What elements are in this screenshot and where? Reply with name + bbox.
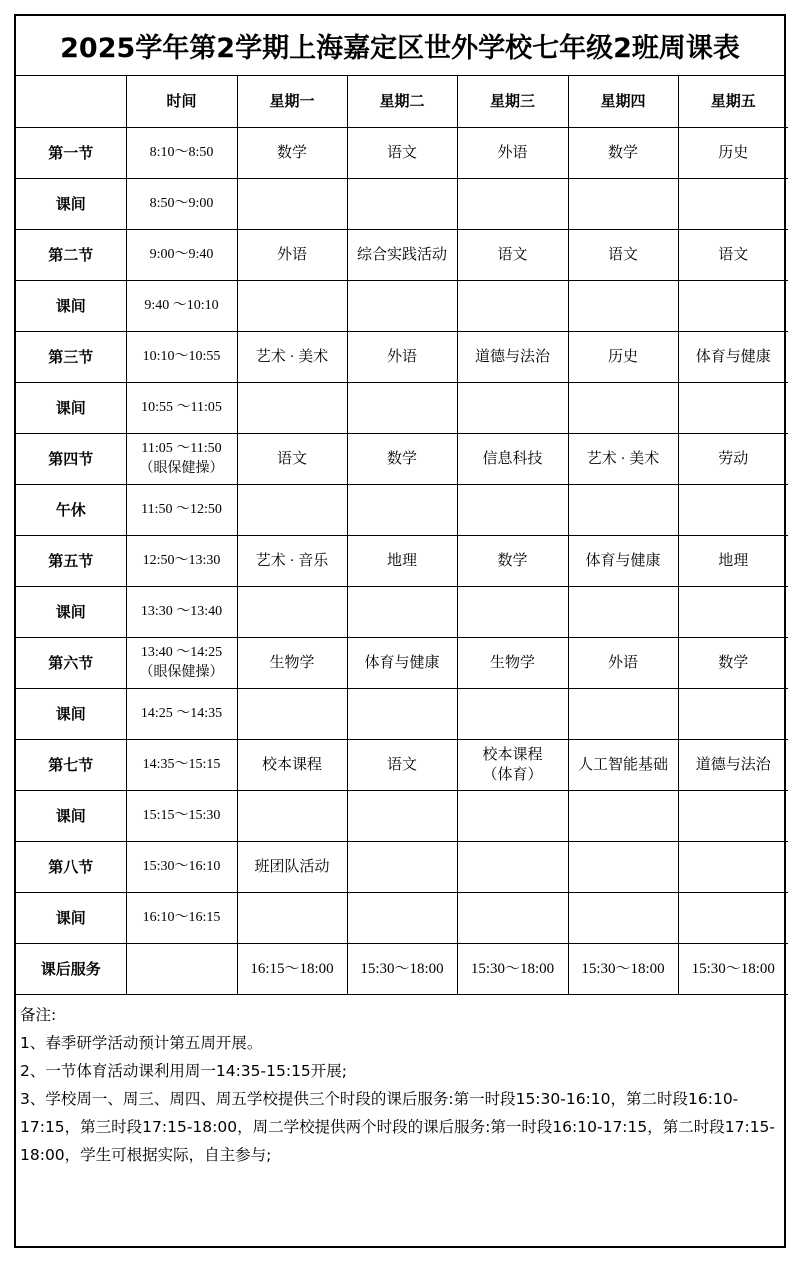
period-label: 课后服务 (16, 943, 126, 994)
period-label: 课间 (16, 280, 126, 331)
subject-cell (568, 280, 678, 331)
period-time (126, 637, 237, 688)
note-item: 3、学校周一、周三、周四、周五学校提供三个时段的课后服务:第一时段15:30-16:10，第二时段16:10-17:15，第三时段17:15-18:00，周二学校提供两个时段的课后服务:第一时段16:10-17:15，第二时段17:15-18:00，学生可根据实际，自主参与; (20, 1089, 776, 1164)
subject-cell (457, 586, 568, 637)
period-time (126, 331, 237, 382)
subject-cell (568, 484, 678, 535)
subject-cell: 外语 (568, 637, 678, 688)
period-label: 课间 (16, 586, 126, 637)
time-note: （眼保健操） (139, 664, 224, 680)
subject-cell (237, 688, 347, 739)
period-label: 第一节 (16, 127, 126, 178)
subject-cell: 数学 (237, 127, 347, 178)
subject-cell: 地理 (347, 535, 457, 586)
subject-cell: 历史 (678, 127, 788, 178)
period-time (126, 688, 237, 739)
table-row (16, 586, 788, 637)
period-time (126, 841, 237, 892)
subject-cell: 体育与健康 (678, 331, 788, 382)
period-label: 午休 (16, 484, 126, 535)
table-row (16, 229, 788, 280)
period-time (126, 127, 237, 178)
subject-cell: 语文 (678, 229, 788, 280)
subject-cell (237, 178, 347, 229)
time-range: 13:40 ～14:25 (140, 644, 223, 660)
note-item: 1、春季研学活动预计第五周开展。 (20, 1033, 263, 1052)
subject-cell (347, 892, 457, 943)
period-label: 第七节 (16, 739, 126, 790)
table-row (16, 841, 788, 892)
subject-line: （体育） (482, 766, 543, 783)
period-time (126, 790, 237, 841)
time-range: 13:30 ～13:40 (140, 603, 223, 619)
subject-cell (347, 382, 457, 433)
time-range: 10:55 ～11:05 (141, 399, 222, 415)
table-row (16, 892, 788, 943)
subject-cell (347, 280, 457, 331)
subject-cell (347, 484, 457, 535)
subject-cell: 语文 (457, 229, 568, 280)
subject-cell (237, 586, 347, 637)
table-row (16, 433, 788, 484)
period-time (126, 892, 237, 943)
subject-cell (457, 178, 568, 229)
subject-cell: 艺术 · 美术 (237, 331, 347, 382)
subject-line: 校本课程 (482, 746, 543, 763)
subject-cell: 劳动 (678, 433, 788, 484)
period-label: 第八节 (16, 841, 126, 892)
subject-cell (678, 484, 788, 535)
subject-cell (457, 688, 568, 739)
period-time (126, 229, 237, 280)
subject-cell (568, 892, 678, 943)
subject-cell: 历史 (568, 331, 678, 382)
period-time (126, 943, 237, 994)
subject-cell: 数学 (568, 127, 678, 178)
subject-cell (678, 688, 788, 739)
period-label: 课间 (16, 178, 126, 229)
time-range: 8:10～8:50 (149, 144, 214, 160)
table-row (16, 943, 788, 994)
note-item: 2、一节体育活动课利用周一14:35-15:15开展; (20, 1061, 348, 1080)
subject-cell (347, 688, 457, 739)
subject-cell (347, 586, 457, 637)
time-range: 11:50 ～12:50 (141, 501, 222, 517)
subject-cell: 语文 (237, 433, 347, 484)
subject-cell (347, 178, 457, 229)
subject-cell (678, 382, 788, 433)
table-row (16, 484, 788, 535)
subject-cell (568, 382, 678, 433)
subject-cell: 15:30～18:00 (457, 943, 568, 994)
subject-cell: 语文 (347, 127, 457, 178)
subject-cell (457, 382, 568, 433)
period-label: 第四节 (16, 433, 126, 484)
subject-cell: 语文 (568, 229, 678, 280)
table-row (16, 382, 788, 433)
header-corner (16, 76, 126, 127)
header-row (16, 76, 788, 127)
table-row (16, 535, 788, 586)
time-range: 9:40 ～10:10 (144, 297, 219, 313)
period-label: 课间 (16, 892, 126, 943)
time-range: 10:10～10:55 (142, 348, 221, 364)
header-time: 时间 (126, 76, 237, 127)
subject-cell (678, 178, 788, 229)
period-time (126, 382, 237, 433)
time-range: 8:50～9:00 (149, 195, 214, 211)
header-day: 星期四 (568, 76, 678, 127)
subject-cell: 道德与法治 (678, 739, 788, 790)
subject-cell (568, 841, 678, 892)
subject-cell (678, 790, 788, 841)
subject-cell (457, 790, 568, 841)
time-note: （眼保健操） (139, 460, 224, 476)
time-range: 14:25 ～14:35 (140, 705, 223, 721)
period-time (126, 178, 237, 229)
time-range: 14:35～15:15 (142, 756, 221, 772)
subject-cell: 15:30～18:00 (678, 943, 788, 994)
subject-cell: 生物学 (237, 637, 347, 688)
subject-cell: 生物学 (457, 637, 568, 688)
table-row (16, 280, 788, 331)
subject-cell (347, 841, 457, 892)
subject-cell: 外语 (457, 127, 568, 178)
period-time (126, 484, 237, 535)
timetable-sheet (14, 14, 786, 1248)
subject-cell (678, 841, 788, 892)
header-day: 星期二 (347, 76, 457, 127)
period-time (126, 586, 237, 637)
subject-cell: 语文 (347, 739, 457, 790)
subject-cell: 外语 (237, 229, 347, 280)
table-row (16, 688, 788, 739)
table-row (16, 739, 788, 790)
subject-cell: 数学 (678, 637, 788, 688)
notes-heading: 备注: (20, 1005, 57, 1024)
subject-cell (237, 790, 347, 841)
header-day: 星期五 (678, 76, 788, 127)
time-range: 11:05 ～11:50 (141, 440, 222, 456)
time-range: 12:50～13:30 (142, 552, 221, 568)
subject-cell: 校本课程 (237, 739, 347, 790)
subject-cell: 班团队活动 (237, 841, 347, 892)
subject-cell (237, 484, 347, 535)
time-range: 16:10～16:15 (142, 909, 221, 925)
period-label: 课间 (16, 790, 126, 841)
subject-cell (457, 739, 568, 790)
subject-cell: 地理 (678, 535, 788, 586)
subject-cell: 数学 (457, 535, 568, 586)
subject-cell (237, 892, 347, 943)
subject-cell (678, 586, 788, 637)
subject-cell (568, 586, 678, 637)
subject-cell (568, 178, 678, 229)
period-label: 第三节 (16, 331, 126, 382)
subject-cell: 人工智能基础 (568, 739, 678, 790)
subject-cell (457, 892, 568, 943)
time-range: 15:30～16:10 (142, 858, 221, 874)
header-day: 星期一 (237, 76, 347, 127)
subject-cell (237, 382, 347, 433)
subject-cell: 16:15～18:00 (237, 943, 347, 994)
subject-cell (457, 841, 568, 892)
subject-cell: 数学 (347, 433, 457, 484)
table-row (16, 637, 788, 688)
table-row (16, 790, 788, 841)
subject-cell (237, 280, 347, 331)
subject-cell: 外语 (347, 331, 457, 382)
subject-cell: 体育与健康 (568, 535, 678, 586)
header-day: 星期三 (457, 76, 568, 127)
period-label: 第五节 (16, 535, 126, 586)
subject-cell: 信息科技 (457, 433, 568, 484)
subject-cell: 综合实践活动 (347, 229, 457, 280)
period-time (126, 433, 237, 484)
period-time (126, 739, 237, 790)
timetable (16, 76, 788, 995)
table-row (16, 127, 788, 178)
period-time (126, 280, 237, 331)
subject-cell: 艺术 · 美术 (568, 433, 678, 484)
period-label: 课间 (16, 688, 126, 739)
subject-cell (347, 790, 457, 841)
time-range: 9:00～9:40 (149, 246, 214, 262)
notes-section (16, 995, 784, 1169)
subject-cell (678, 892, 788, 943)
table-row (16, 178, 788, 229)
subject-cell (568, 790, 678, 841)
page-title: 2025学年第2学期上海嘉定区世外学校七年级2班周课表 (16, 16, 784, 76)
subject-cell: 15:30～18:00 (347, 943, 457, 994)
period-time (126, 535, 237, 586)
subject-cell (457, 280, 568, 331)
subject-cell (457, 484, 568, 535)
period-label: 课间 (16, 382, 126, 433)
subject-cell: 道德与法治 (457, 331, 568, 382)
time-range: 15:15～15:30 (142, 807, 221, 823)
table-row (16, 331, 788, 382)
subject-cell: 体育与健康 (347, 637, 457, 688)
subject-cell: 艺术 · 音乐 (237, 535, 347, 586)
subject-cell: 15:30～18:00 (568, 943, 678, 994)
subject-cell (568, 688, 678, 739)
period-label: 第六节 (16, 637, 126, 688)
period-label: 第二节 (16, 229, 126, 280)
subject-cell (678, 280, 788, 331)
